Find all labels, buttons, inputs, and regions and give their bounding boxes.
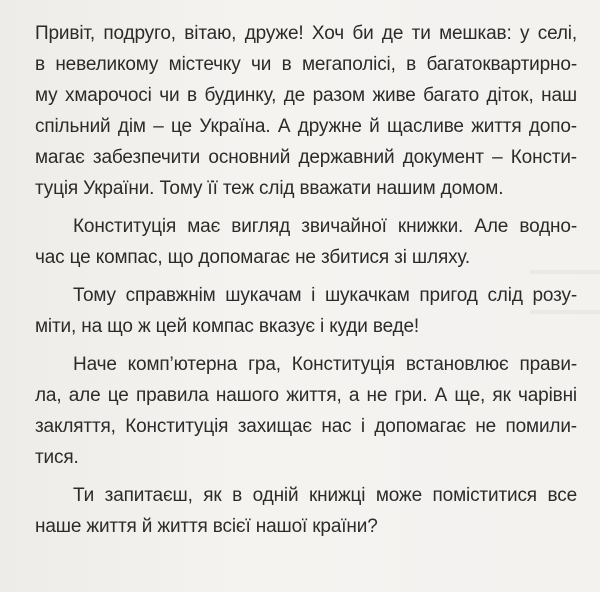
text-line: Ти запитаєш, як в одній книжці може поміститися все	[73, 485, 577, 506]
text-line: туція України. Тому її теж слід вважати нашим домом.	[35, 178, 504, 199]
paragraph-4	[35, 349, 577, 473]
text-line: час це компас, що допомагає не збитися зі шляху.	[35, 247, 471, 268]
text-line: Конституція має вигляд звичайної книжки. Але водно-	[73, 216, 577, 237]
text-line: в невеликому містечку чи в мегаполісі, в багатоквартирно-	[35, 54, 577, 75]
text-line: міти, на що ж цей компас вказує і куди веде!	[35, 316, 420, 337]
paragraph-3	[35, 280, 577, 342]
text-line: магає забезпечити основний державний документ – Консти-	[35, 147, 577, 168]
paragraph-1	[35, 18, 577, 204]
text-line: тися.	[35, 447, 79, 468]
text-line: закляття, Конституція захищає нас і допомагає не помили-	[35, 416, 577, 437]
text-line: му хмарочосі чи в будинку, де разом живе багато діток, наш	[35, 85, 577, 106]
text-line: Тому справжнім шукачам і шукачкам пригод слід розу-	[73, 285, 577, 306]
text-line: Наче комп’ютерна гра, Конституція встановлює прави-	[73, 354, 577, 375]
paragraph-5	[35, 480, 577, 542]
text-line: Привіт, подруго, вітаю, друже! Хоч би де ти мешкав: у селі,	[35, 23, 577, 44]
text-line: ла, але це правила нашого життя, а не гри. А ще, як чарівні	[35, 385, 577, 406]
body-text	[35, 18, 577, 542]
text-line: наше життя й життя всієї нашої країни?	[35, 516, 378, 537]
text-line: спільний дім – це Україна. А дружне й щасливе життя допо-	[35, 116, 577, 137]
paragraph-2	[35, 211, 577, 273]
